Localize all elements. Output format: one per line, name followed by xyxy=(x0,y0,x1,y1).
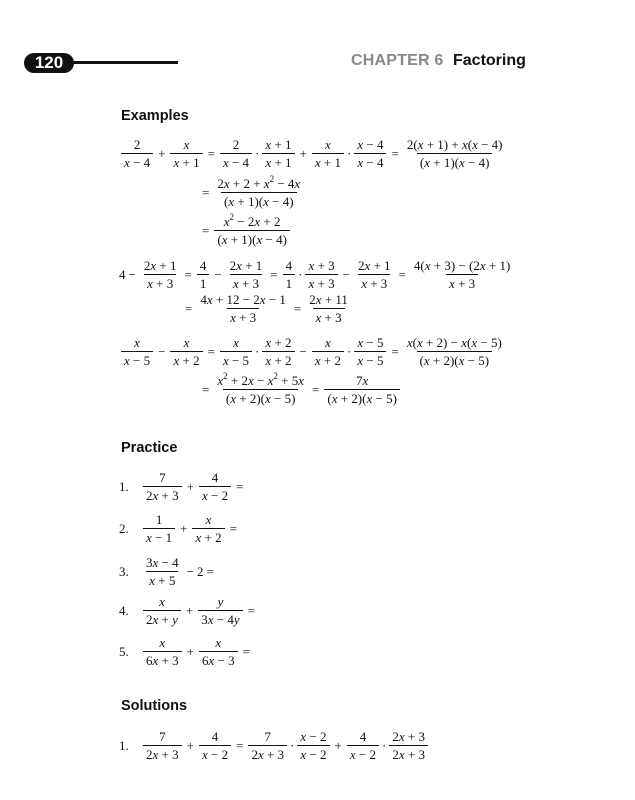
solution-1-line-1: 1. $\frac{7}{2x + 3}$ + $\frac{4}{x - 2}$ = $\frac{7}{2x + 3}$ · $\frac{x - 2}{x - 2}$ + $\frac{4}{x - 2}$ · $\frac{2x + 3}{2x + 3}$ xyxy=(119,729,430,762)
page-header xyxy=(0,0,635,90)
example-1-line-3: = $\frac{x^2 - 2x + 2}{(x + 1)(x - 4)}$ xyxy=(199,214,292,247)
practice-problem-1: 1. $\frac{7}{2x + 3}$ + $\frac{4}{x - 2}$ = xyxy=(119,470,244,503)
example-3-line-1: $\frac{x}{x - 5}$ − $\frac{x}{x + 2}$ = $\frac{x}{x - 5}$ · $\frac{x + 2}{x + 2}$ − $\frac{x}{x + 2}$ · $\frac{x - 5}{x - 5}$ = $\frac{x(x + 2) - x(x - 5)}{(x + 2)(x - 5)}$ xyxy=(119,335,507,368)
example-2-line-2: = $\frac{4x + 12 - 2x - 1}{x + 3}$ = $\frac{2x + 11}{x + 3}$ xyxy=(185,292,348,325)
solutions-heading: Solutions xyxy=(121,698,188,714)
chapter-label: CHAPTER 6 xyxy=(351,52,444,69)
problem-number: 4. xyxy=(119,602,129,618)
example-1-line-2: = $\frac{2x + 2 + x^2 - 4x}{(x + 1)(x - 4)}$ xyxy=(202,174,301,209)
practice-problem-2: 2. $\frac{1}{x - 1}$ + $\frac{x}{x + 2}$ = xyxy=(119,512,237,545)
chapter-title: Factoring xyxy=(453,52,526,69)
problem-number: 5. xyxy=(119,643,129,659)
example-2-line-1: 4 − $\frac{2x + 1}{x + 3}$ = $\frac{4}{1}$ − $\frac{2x + 1}{x + 3}$ = $\frac{4}{1}$ · $\frac{x + 3}{x + 3}$ − $\frac{2x + 1}{x + 3}$ = $\frac{4(x + 3) - (2x + 1)}{x + 3}$ xyxy=(119,258,511,291)
example-3-line-2: = $\frac{x^2 + 2x - x^2 + 5x}{(x + 2)(x - 5)}$ = $\frac{7x}{(x + 2)(x - 5)}$ xyxy=(199,373,402,406)
problem-number: 1. xyxy=(119,478,129,494)
example-1-line-1: $\frac{2}{x - 4}$ + $\frac{x}{x + 1}$ = $\frac{2}{x - 4}$ · $\frac{x + 1}{x + 1}$ + $\frac{x}{x + 1}$ · $\frac{x - 4}{x - 4}$ = $\frac{2(x + 1) + x(x - 4)}{(x + 1)(x - 4)}$ xyxy=(119,137,508,170)
practice-problem-5: 5. $\frac{x}{6x + 3}$ + $\frac{x}{6x - 3}$ = xyxy=(119,635,250,668)
examples-heading: Examples xyxy=(121,108,189,124)
practice-heading: Practice xyxy=(121,440,178,456)
problem-number: 2. xyxy=(119,520,129,536)
practice-problem-4: 4. $\frac{x}{2x + y}$ + $\frac{y}{3x - 4y}$ = xyxy=(119,594,255,627)
header-rule xyxy=(72,61,178,64)
page-number: 120 xyxy=(24,53,74,73)
problem-number: 3. xyxy=(119,563,129,579)
practice-problem-3: 3. $\frac{3x - 4}{x + 5}$ − 2 = xyxy=(119,555,214,588)
problem-number: 1. xyxy=(119,737,129,753)
